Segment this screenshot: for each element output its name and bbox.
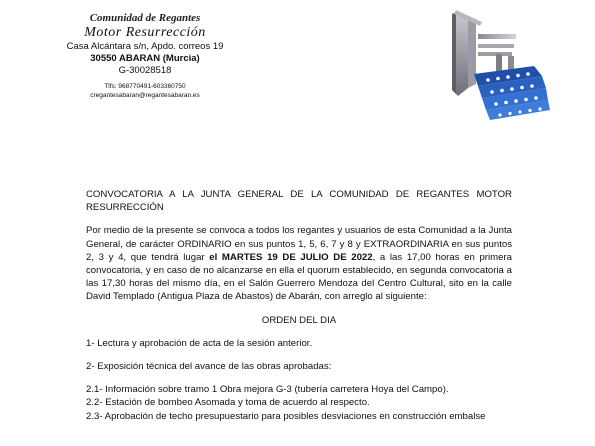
org-city: 30550 ABARAN (Murcia)	[90, 53, 200, 64]
agenda-item-1: 1- Lectura y aprobación de acta de la sesión anterior.	[86, 337, 313, 349]
letterhead	[60, 12, 230, 100]
intro-part1: Por medio de la presente se convoca a todos los regantes y usuarios de esta Comunidad a la Junta General, de carácter ORDINARIO en sus puntos 1, 5, 6, 7 y 8 y EXTRAORDINARIA en sus puntos 2, 3 y 4, que tendrá lugar	[86, 225, 512, 263]
org-cif: G-30028518	[118, 65, 172, 76]
org-phones: Tlfs: 968770491-603360750	[104, 83, 186, 90]
org-name-line1: Comunidad de Regantes	[89, 12, 201, 24]
agenda-item-2: 2- Exposición técnica del avance de las obras aprobadas:	[86, 361, 332, 373]
intro-paragraph	[86, 224, 512, 303]
document-body	[86, 188, 512, 423]
document-title: CONVOCATORIA A LA JUNTA GENERAL DE LA COMUNIDAD DE REGANTES MOTOR RESURRECCIÓN	[86, 189, 512, 214]
agenda-item-2-2: 2.2- Estación de bombeo Asomada y toma de acuerdo al respecto.	[86, 397, 370, 409]
intro-part2: , a las 17,00 horas en primera convocatoria, y en caso de no alcanzarse en ella el quorum establecido, en segunda convocatoria a las 17,30 horas del mismo día, en el Salón Guerrero Mendoza del Centro Cultural, sito en la calle David Templado (Antigua Plaza de Abastos) de Abarán, con arreglo al siguiente:	[86, 251, 512, 303]
meeting-date: el MARTES 19 DE JULIO DE 2022	[209, 251, 373, 263]
agenda-item-2-1: 2.1- Información sobre tramo 1 Obra mejora G-3 (tubería carretera Hoya del Campo).	[86, 384, 449, 396]
org-name-line2: Motor Resurrección	[84, 25, 206, 40]
org-address: Casa Alcántara s/n, Apdo. correos 19	[66, 41, 224, 52]
agenda-heading: ORDEN DEL DIA	[261, 314, 337, 326]
logo-icon	[438, 4, 558, 126]
agenda-item-2-3: 2.3- Aprobación de techo presupuestario para posibles desviaciones en construcción embalse	[86, 410, 486, 422]
org-email: cregantesabaran@regantesabaran.es	[90, 92, 200, 99]
